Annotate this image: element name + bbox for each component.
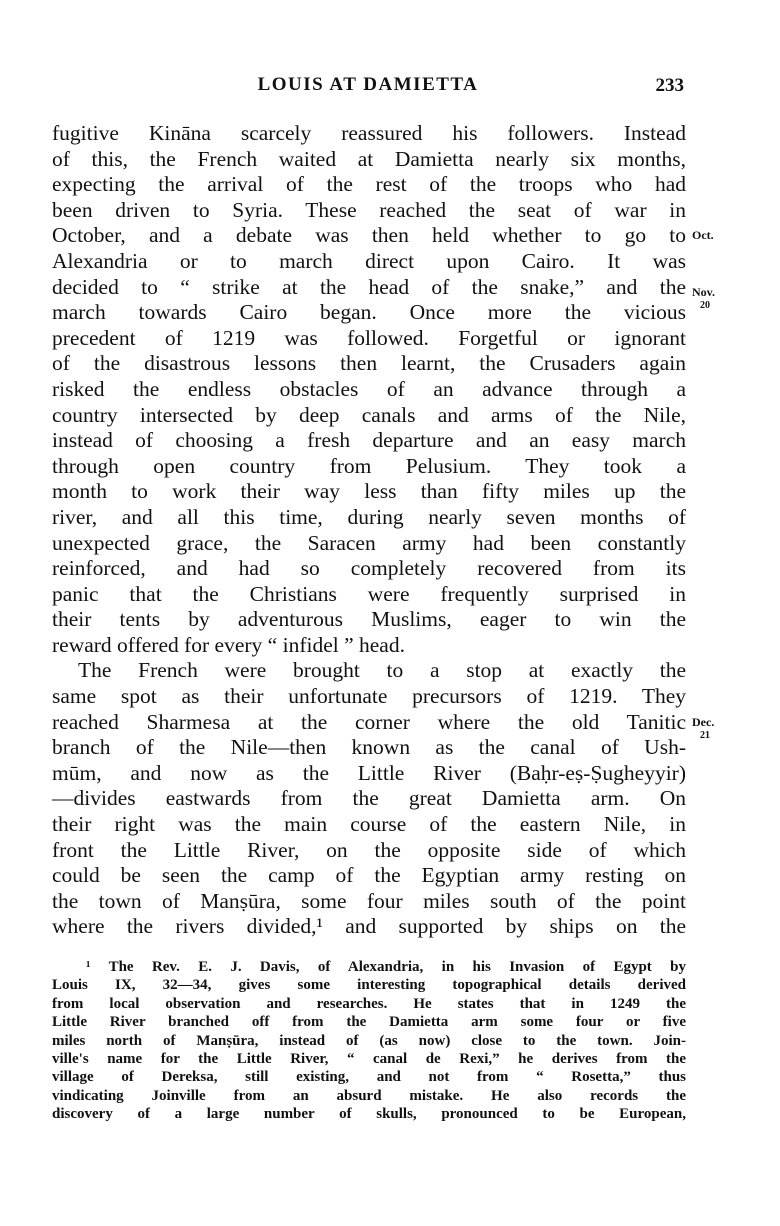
text-line: The French were brought to a stop at exactly the (78, 658, 686, 683)
footnote-line: Little River branched off from the Damietta arm some four or five (52, 1014, 686, 1031)
text-line: could be seen the camp of the Egyptian army resting on (52, 863, 686, 888)
text-line: the town of Manṣūra, some four miles south of the point (52, 888, 686, 913)
footnote (52, 958, 686, 1124)
text-line: precedent of 1219 was followed. Forgetful or ignorant (52, 325, 686, 350)
text-line: panic that the Christians were frequently surprised in (52, 581, 686, 606)
text-line: march towards Cairo began. Once more the vicious (52, 300, 686, 325)
text-line: their right was the main course of the eastern Nile, in (52, 812, 686, 837)
text-line: front the Little River, on the opposite side of which (52, 837, 686, 862)
text-line: instead of choosing a fresh departure and an easy march (52, 428, 686, 453)
text-line: unexpected grace, the Saracen army had been constantly (52, 530, 686, 555)
text-line: mūm, and now as the Little River (Baḥr-eṣ-Ṣugheyyir) (52, 760, 686, 785)
footnote-line: ville's name for the Little River, “ canal de Rexi,” he derives from the (52, 1050, 686, 1067)
footnote-line: Louis IX, 32—34, gives some interesting topographical details derived (52, 977, 686, 994)
text-line: Alexandria or to march direct upon Cairo. It was (52, 248, 686, 273)
text-line: reinforced, and had so completely recovered from its (52, 556, 686, 581)
text-line: through open country from Pelusium. They took a (52, 453, 686, 478)
text-line: fugitive Kināna scarcely reassured his followers. Instead (52, 121, 686, 145)
footnote-line: from local observation and researches. He states that in 1249 the (52, 995, 686, 1012)
margin-month: Dec. (692, 715, 715, 729)
text-line: branch of the Nile—then known as the canal of Ush- (52, 735, 686, 760)
footnote-line: vindicating Joinville from an absurd mistake. He also records the (52, 1087, 686, 1104)
margin-month: Nov. (692, 285, 716, 299)
text-line: where the rivers divided,¹ and supported by ships on the (52, 914, 686, 939)
text-line: reached Sharmesa at the corner where the old Tanitic (52, 709, 686, 734)
margin-date-dec (692, 715, 714, 743)
body-text (52, 121, 686, 940)
text-line: reward offered for every “ infidel ” head. (52, 632, 405, 657)
text-line: country intersected by deep canals and arms of the Nile, (52, 402, 686, 427)
text-line: decided to “ strike at the head of the snake,” and the (52, 274, 686, 299)
text-line: —divides eastwards from the great Damietta arm. On (52, 786, 686, 811)
text-line: their tents by adventurous Muslims, eager to win the (52, 607, 686, 632)
footnote-line: ¹ The Rev. E. J. Davis, of Alexandria, in his Invasion of Egypt by (86, 959, 686, 975)
text-line: risked the endless obstacles of an advance through a (52, 376, 686, 401)
footnote-line: village of Dereksa, still existing, and not from “ Rosetta,” thus (52, 1069, 686, 1086)
margin-date-nov (692, 285, 715, 313)
text-line: October, and a debate was then held whether to go to (52, 223, 686, 248)
text-line: been driven to Syria. These reached the seat of war in (52, 197, 686, 222)
running-title: LOUIS AT DAMIETTA (257, 74, 479, 95)
margin-day: 20 (700, 300, 710, 311)
text-line: expecting the arrival of the rest of the troops who had (52, 172, 686, 197)
text-line: of the disastrous lessons then learnt, the Crusaders again (52, 351, 686, 376)
margin-date-oct (692, 228, 714, 242)
page-number: 233 (655, 75, 684, 96)
margin-month: Oct. (692, 228, 714, 242)
text-line: of this, the French waited at Damietta nearly six months, (52, 146, 686, 171)
text-line: month to work their way less than fifty miles up the (52, 479, 686, 504)
text-line: same spot as their unfortunate precursors of 1219. They (52, 684, 686, 709)
footnote-line: discovery of a large number of skulls, pronounced to be European, (52, 1106, 686, 1123)
running-head (52, 74, 684, 104)
text-line: river, and all this time, during nearly seven months of (52, 504, 686, 529)
footnote-line: miles north of Manṣūra, instead of (as now) close to the town. Join- (52, 1032, 686, 1049)
margin-day: 21 (700, 730, 710, 741)
